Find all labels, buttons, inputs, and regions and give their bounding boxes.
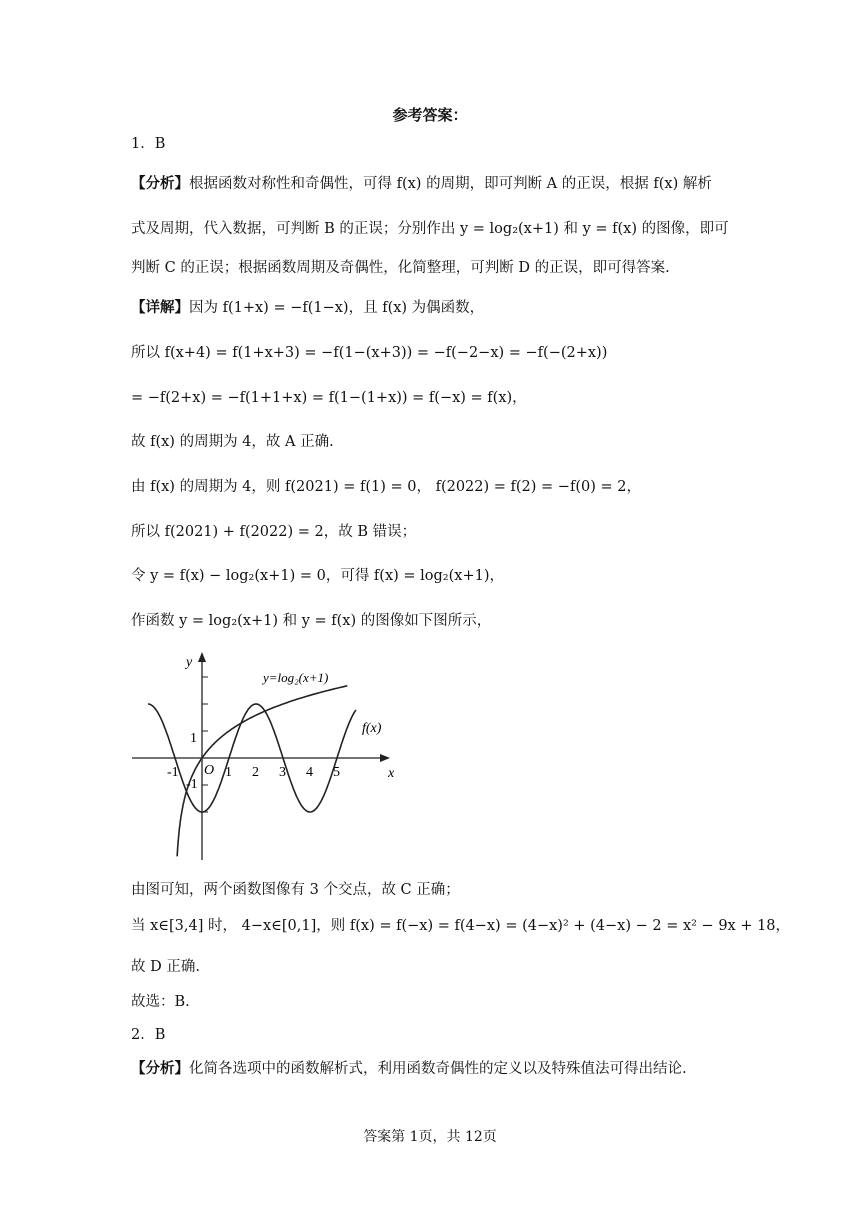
x-tick-label: 3 xyxy=(279,765,286,780)
detail-line-6: 所以 f(2021) + f(2022) = 2，故 B 错误； xyxy=(131,524,417,540)
log-curve xyxy=(177,686,347,857)
detail-tag: 【详解】 xyxy=(131,299,189,316)
q1-answer: 1．B xyxy=(131,136,166,152)
detail-line-5: 由 f(x) 的周期为 4，则 f(2021) = f(1) = 0， f(2022) = f(2) = −f(0) = 2， xyxy=(131,479,641,495)
x-tick-label: 1 xyxy=(225,765,232,780)
analysis-line-2: 式及周期，代入数据，可判断 B 的正误；分别作出 y = log₂(x+1) 和 y = f(x) 的图像，即可 xyxy=(131,221,729,237)
fx-curve-label: f(x) xyxy=(362,721,382,736)
detail-line-1: 因为 f(1+x) = −f(1−x)，且 f(x) 为偶函数， xyxy=(189,300,485,316)
y-axis-label: y xyxy=(186,655,193,670)
x-tick-label: 4 xyxy=(306,765,313,780)
log-curve-label: y=log₂(x+1) xyxy=(263,670,329,685)
q1-analysis xyxy=(131,174,712,194)
detail-line-7: 令 y = f(x) − log₂(x+1) = 0，可得 f(x) = log₂(x+1)， xyxy=(131,568,504,584)
page-title: 参考答案： xyxy=(392,106,468,124)
q2-analysis-text: 化简各选项中的函数解析式，利用函数奇偶性的定义以及特殊值法可得出结论. xyxy=(189,1061,687,1077)
y-tick-label-pos: 1 xyxy=(190,731,197,746)
detail-line-3: = −f(2+x) = −f(1+1+x) = f(1−(1+x)) = f(−x) = f(x)， xyxy=(131,390,527,406)
q2-analysis-tag: 【分析】 xyxy=(131,1060,189,1077)
detail-line-8: 作函数 y = log₂(x+1) 和 y = f(x) 的图像如下图所示， xyxy=(131,613,492,629)
after-graph-line-3: 故 D 正确. xyxy=(131,959,200,975)
q2-answer: 2．B xyxy=(131,1027,166,1043)
x-axis-arrow xyxy=(380,754,390,762)
x-tick-label: 2 xyxy=(252,765,259,780)
x-axis-label: x xyxy=(388,766,395,781)
analysis-line-3: 判断 C 的正误；根据函数周期及奇偶性，化简整理，可判断 D 的正误，即可得答案. xyxy=(131,260,670,276)
q1-detail xyxy=(131,298,484,318)
analysis-tag: 【分析】 xyxy=(131,175,189,192)
detail-line-4: 故 f(x) 的周期为 4，故 A 正确. xyxy=(131,434,334,450)
y-axis-arrow xyxy=(198,652,206,662)
x-tick-label: -1 xyxy=(167,765,179,780)
q1-choice: 故选：B. xyxy=(131,994,190,1010)
after-graph-line-1: 由图可知，两个函数图像有 3 个交点，故 C 正确； xyxy=(131,882,460,898)
origin-label: O xyxy=(204,763,215,778)
x-tick-label: 5 xyxy=(333,765,340,780)
q2-analysis xyxy=(131,1059,687,1079)
function-graph xyxy=(128,650,408,865)
analysis-line-1: 根据函数对称性和奇偶性，可得 f(x) 的周期，即可判断 A 的正误，根据 f(x) 解析 xyxy=(189,176,712,192)
page-footer: 答案第 1页，共 12页 xyxy=(363,1129,497,1145)
detail-line-2: 所以 f(x+4) = f(1+x+3) = −f(1−(x+3)) = −f(−2−x) = −f(−(2+x)) xyxy=(131,345,608,361)
after-graph-line-2: 当 x∈[3,4] 时， 4−x∈[0,1]，则 f(x) = f(−x) = f(4−x) = (4−x)² + (4−x) − 2 = x² − 9x + 18， xyxy=(131,918,791,934)
y-tick-label-neg: -1 xyxy=(186,777,198,792)
